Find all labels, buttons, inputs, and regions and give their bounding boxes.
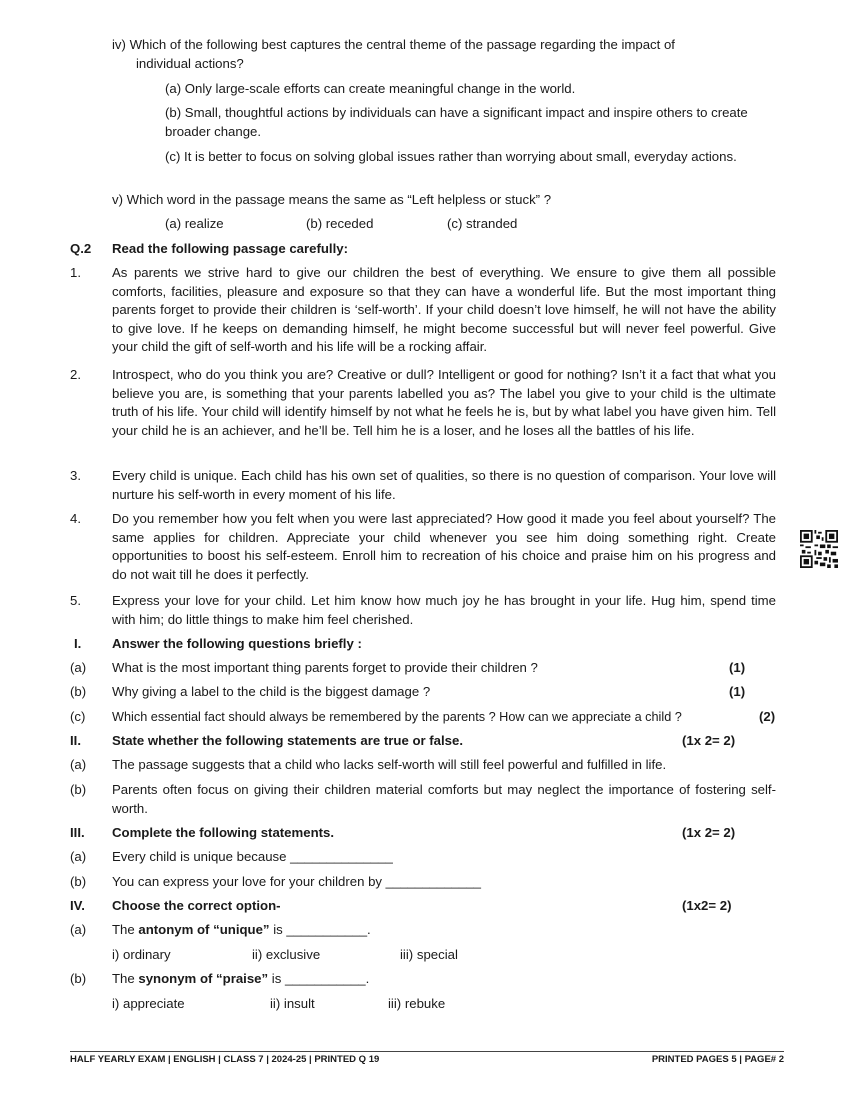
section-1-item-c: Which essential fact should always be remembered by the parents ? How can we appreciate a child ? bbox=[112, 710, 682, 724]
section-1-item-c-marks: (2) bbox=[759, 709, 776, 724]
footer-left: HALF YEARLY EXAM | ENGLISH | CLASS 7 | 2024-25 | PRINTED Q 19 bbox=[70, 1054, 380, 1065]
section-4-item-a-number: (a) bbox=[70, 922, 87, 937]
section-2-number: II. bbox=[70, 733, 81, 748]
section-4-item-a-keyword: antonym of “unique” bbox=[138, 922, 270, 937]
section-4-item-b-option-1: i) appreciate bbox=[112, 996, 185, 1011]
paragraph-4: Do you remember how you felt when you were last appreciated? How good it made you feel about yourself? The same applies for children. Appreciate your child whenever you see him doing something right. Create opportunities to boost his self-esteem. Enroll him to recreation of his choice and praise him on his progress and do not wait till he does it perfectly. bbox=[112, 511, 776, 582]
section-2-marks: (1x 2= 2) bbox=[682, 733, 736, 748]
paragraph-5: Express your love for your child. Let him know how much joy he has brought in your life. Hug him, spend time with him; do little things to make him feel cherished. bbox=[112, 593, 776, 627]
section-4-item-a-option-2: ii) exclusive bbox=[252, 947, 321, 962]
footer-divider bbox=[70, 1051, 784, 1052]
section-4-item-b-option-3: iii) rebuke bbox=[388, 996, 446, 1011]
section-1-item-a-marks: (1) bbox=[729, 660, 746, 675]
paragraph-1-number: 1. bbox=[70, 265, 81, 280]
question-iv-option-a: (a) Only large-scale efforts can create meaningful change in the world. bbox=[165, 81, 576, 96]
section-4-item-b bbox=[112, 970, 776, 989]
question-v-option-a: (a) realize bbox=[165, 216, 224, 231]
section-4-title: Choose the correct option- bbox=[112, 898, 281, 913]
question-v: v) Which word in the passage means the same as “Left helpless or stuck” ? bbox=[112, 192, 552, 207]
section-1-number: I. bbox=[74, 636, 82, 651]
section-4-item-a-post: is ___________. bbox=[269, 922, 371, 937]
section-3-title: Complete the following statements. bbox=[112, 825, 335, 840]
qr-code-icon bbox=[800, 530, 838, 568]
section-4-item-b-keyword: synonym of “praise” bbox=[138, 971, 269, 986]
section-3-item-a-number: (a) bbox=[70, 849, 87, 864]
question-iv-option-b: (b) Small, thoughtful actions by individuals can have a significant impact and inspire others to create broader change. bbox=[165, 105, 748, 139]
paragraph-5-number: 5. bbox=[70, 593, 81, 608]
paragraph-2: Introspect, who do you think you are? Creative or dull? Intelligent or good for nothing? Isn’t it a fact that what you believe you are, is something that your parents labelled you as? The label you give to your child is the ultimate truth of his life. Your child will identify himself by not what he feels he is, but by what label you have given him. Tell your child he is an achiever, and he’ll be. Tell him he is a loser, and he loses all the battles of his life. bbox=[112, 367, 776, 438]
section-1-item-b-marks: (1) bbox=[729, 684, 746, 699]
section-3-number: III. bbox=[70, 825, 85, 840]
section-1-item-a-number: (a) bbox=[70, 660, 87, 675]
question-iv-cont: individual actions? bbox=[136, 56, 244, 71]
question-v-option-c: (c) stranded bbox=[447, 216, 518, 231]
section-2-item-a-number: (a) bbox=[70, 757, 87, 772]
paragraph-2-number: 2. bbox=[70, 367, 81, 382]
section-4-item-a-option-1: i) ordinary bbox=[112, 947, 171, 962]
question-iv: iv) Which of the following best captures the central theme of the passage regarding the impact of bbox=[112, 37, 675, 52]
section-2-title: State whether the following statements are true or false. bbox=[112, 733, 464, 748]
section-4-item-b-pre: The bbox=[112, 971, 139, 986]
section-3-marks: (1x 2= 2) bbox=[682, 825, 736, 840]
section-4-number: IV. bbox=[70, 898, 85, 913]
q2-title: Read the following passage carefully: bbox=[112, 241, 348, 256]
section-4-item-b-post: is ___________. bbox=[268, 971, 370, 986]
section-4-item-a-option-3: iii) special bbox=[400, 947, 458, 962]
question-iv-option-c: (c) It is better to focus on solving global issues rather than worrying about small, everyday actions. bbox=[165, 149, 737, 164]
section-4-item-b-option-2: ii) insult bbox=[270, 996, 315, 1011]
section-3-item-a: Every child is unique because ______________ bbox=[112, 849, 393, 864]
q2-number: Q.2 bbox=[70, 241, 92, 256]
section-4-item-a-pre: The bbox=[112, 922, 139, 937]
section-4-item-b-number: (b) bbox=[70, 971, 87, 986]
paragraph-1: As parents we strive hard to give our children the best of everything. We ensure to give them all possible comforts, facilities, pleasure and exposure so that they can have a wonderful life. But the most important thing parents forget to provide their children is ‘self-worth’. If your child doesn’t love himself, he will not have the ability to give love. If he keeps on demanding himself, he might become successful but will never feel powerful. Give your child the gift of self-worth and his life will be a rocking affair. bbox=[112, 265, 776, 354]
section-3-item-b: You can express your love for your children by _____________ bbox=[112, 874, 482, 889]
paragraph-4-number: 4. bbox=[70, 511, 81, 526]
footer-right: PRINTED PAGES 5 | PAGE# 2 bbox=[651, 1054, 784, 1065]
section-2-item-b-number: (b) bbox=[70, 782, 87, 797]
section-4-item-a bbox=[112, 921, 776, 940]
section-1-title: Answer the following questions briefly : bbox=[112, 636, 362, 651]
section-2-item-b: Parents often focus on giving their children material comforts but may neglect the importance of fostering self-worth. bbox=[112, 782, 776, 816]
section-1-item-c-number: (c) bbox=[70, 709, 86, 724]
section-1-item-b: Why giving a label to the child is the biggest damage ? bbox=[112, 684, 431, 699]
section-1-item-a: What is the most important thing parents forget to provide their children ? bbox=[112, 660, 538, 675]
question-v-option-b: (b) receded bbox=[306, 216, 374, 231]
section-1-item-b-number: (b) bbox=[70, 684, 87, 699]
paragraph-3-number: 3. bbox=[70, 468, 81, 483]
paragraph-3: Every child is unique. Each child has his own set of qualities, so there is no question of comparison. Your love will nurture his self-worth in every moment of his life. bbox=[112, 468, 776, 502]
section-4-marks: (1x2= 2) bbox=[682, 898, 732, 913]
section-2-item-a: The passage suggests that a child who lacks self-worth will still feel powerful and fulfilled in life. bbox=[112, 757, 667, 772]
section-3-item-b-number: (b) bbox=[70, 874, 87, 889]
